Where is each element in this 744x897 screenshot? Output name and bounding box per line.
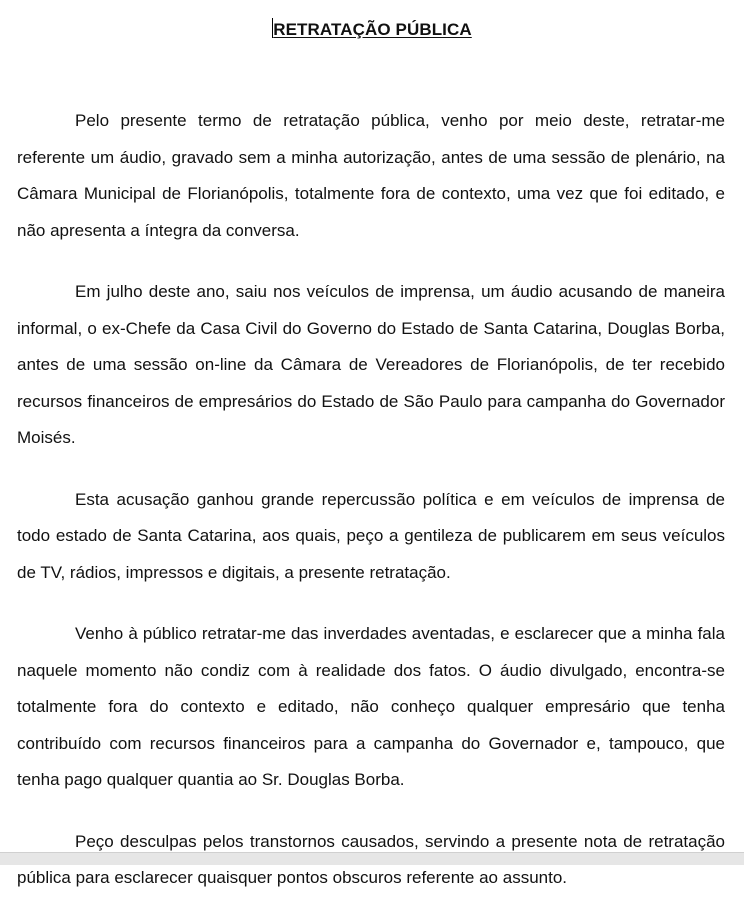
paragraph-1: Pelo presente termo de retratação pública, venho por meio deste, retratar-me referente um áudio, gravado sem a minha autorização, antes de uma sessão de plenário, na Câmara Municipal de Florianópolis, totalmente fora de contexto, uma vez que foi editado, e não apresenta a íntegra da conversa. [17, 111, 725, 240]
paragraph-4: Venho à público retratar-me das inverdades aventadas, e esclarecer que a minha fala naquele momento não condiz com à realidade dos fatos. O áudio divulgado, encontra-se totalmente fora do contexto e editado, não conheço qualquer empresário que tenha contribuído com recursos financeiros para a campanha do Governador e, tampouco, que tenha pago qualquer quantia ao Sr. Douglas Borba. [17, 624, 725, 789]
title-line [0, 18, 744, 40]
horizontal-scrollbar[interactable] [0, 852, 744, 865]
document-title: RETRATAÇÃO PÚBLICA [273, 20, 472, 39]
paragraph-3: Esta acusação ganhou grande repercussão política e em veículos de imprensa de todo estado de Santa Catarina, aos quais, peço a gentileza de publicarem em seus veículos de TV, rádios, impressos e digitais, a presente retratação. [17, 489, 725, 582]
document-body[interactable] [17, 103, 725, 897]
paragraph-5: Peço desculpas pelos transtornos causados, servindo a presente nota de retratação pública para esclarecer quaisquer pontos obscuros referente ao assunto. [17, 831, 725, 887]
paragraph-2: Em julho deste ano, saiu nos veículos de imprensa, um áudio acusando de maneira informal, o ex-Chefe da Casa Civil do Governo do Estado de Santa Catarina, Douglas Borba, antes de uma sessão on-line da Câmara de Vereadores de Florianópolis, de ter recebido recursos financeiros de empresários do Estado de São Paulo para campanha do Governador Moisés. [17, 282, 725, 447]
